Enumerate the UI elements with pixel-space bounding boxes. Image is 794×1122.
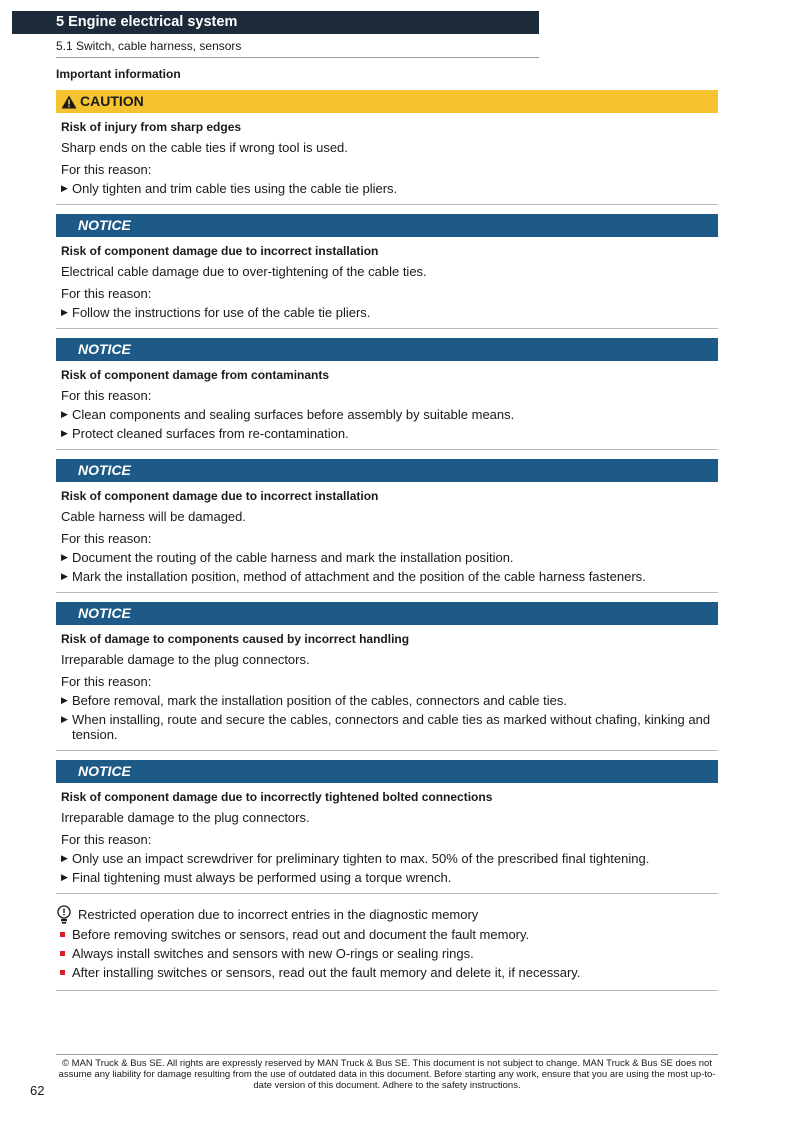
red-square-bullet-icon	[60, 932, 65, 937]
caution-reason: For this reason:	[61, 162, 152, 177]
caution-para: Sharp ends on the cable ties if wrong tool is used.	[61, 140, 348, 155]
notice-step	[56, 712, 718, 742]
triangle-bullet-icon: ▶	[61, 571, 68, 581]
notice-title: Risk of component damage from contaminants	[61, 368, 330, 382]
red-square-bullet-icon	[60, 970, 65, 975]
notice-para: Electrical cable damage due to over-tightening of the cable ties.	[61, 264, 427, 279]
notice-para: Irreparable damage to the plug connectors.	[61, 652, 310, 667]
notice-title: Risk of component damage due to incorrect installation	[61, 489, 379, 503]
triangle-bullet-icon: ▶	[61, 872, 68, 882]
notice-step	[56, 305, 718, 320]
notice-title: Risk of damage to components caused by incorrect handling	[61, 632, 410, 646]
item-text: Before removing switches or sensors, read out and document the fault memory.	[72, 927, 530, 942]
caution-label: CAUTION	[80, 93, 144, 109]
notice-reason: For this reason:	[61, 832, 152, 847]
caution-step	[56, 181, 718, 196]
caution-bar	[56, 90, 718, 113]
section-subheader: 5.1 Switch, cable harness, sensors	[56, 39, 539, 58]
notice-bar: NOTICE	[56, 214, 718, 237]
notice-bar: NOTICE	[56, 459, 718, 482]
page-number: 62	[30, 1083, 45, 1098]
item-text: Always install switches and sensors with new O-rings or sealing rings.	[72, 946, 474, 961]
notice-step	[56, 550, 718, 565]
notice-step	[56, 407, 718, 422]
step-text: Final tightening must always be performed using a torque wrench.	[72, 870, 452, 885]
red-square-bullet-icon	[60, 951, 65, 956]
step-text: Follow the instructions for use of the cable tie pliers.	[72, 305, 371, 320]
triangle-bullet-icon: ▶	[61, 552, 68, 562]
notice-step	[56, 851, 718, 866]
diagnostic-item	[56, 965, 718, 980]
notice-step	[56, 426, 718, 441]
caution-title: Risk of injury from sharp edges	[61, 120, 242, 134]
triangle-bullet-icon: ▶	[61, 428, 68, 438]
caution-block	[56, 90, 718, 205]
notice-step	[56, 693, 718, 708]
diagnostic-heading-row	[56, 905, 718, 925]
notice-block-4	[56, 602, 718, 751]
triangle-bullet-icon: ▶	[61, 714, 68, 724]
step-text: When installing, route and secure the cables, connectors and cable ties as marked without chafing, kinking and tension.	[72, 712, 711, 742]
notice-reason: For this reason:	[61, 388, 152, 403]
triangle-bullet-icon: ▶	[61, 409, 68, 419]
warning-triangle-icon	[61, 95, 77, 109]
footer-copyright: © MAN Truck & Bus SE. All rights are expressly reserved by MAN Truck & Bus SE. This document is not subject to change. MAN Truck & Bus SE does not assume any liability for damage resulting from the use of outdated data in this document. Before starting any work, ensure that you are using the most up-to-date version of this document. Adhere to the safety instructions.	[58, 1058, 716, 1091]
notice-bar: NOTICE	[56, 760, 718, 783]
notice-block-5	[56, 760, 718, 894]
triangle-bullet-icon: ▶	[61, 695, 68, 705]
diagnostic-item	[56, 927, 718, 942]
notice-reason: For this reason:	[61, 286, 152, 301]
notice-title: Risk of component damage due to incorrectly tightened bolted connections	[61, 790, 493, 804]
info-bulb-icon	[56, 905, 72, 925]
triangle-bullet-icon: ▶	[61, 853, 68, 863]
step-text: Only tighten and trim cable ties using the cable tie pliers.	[72, 181, 398, 196]
diagnostic-info-block	[56, 903, 718, 991]
notice-step	[56, 569, 718, 584]
step-text: Mark the installation position, method of attachment and the position of the cable harness fasteners.	[72, 569, 646, 584]
step-text: Only use an impact screwdriver for preliminary tighten to max. 50% of the prescribed final tightening.	[72, 851, 650, 866]
notice-bar: NOTICE	[56, 602, 718, 625]
notice-reason: For this reason:	[61, 674, 152, 689]
notice-step	[56, 870, 718, 885]
diagnostic-item	[56, 946, 718, 961]
notice-para: Cable harness will be damaged.	[61, 509, 246, 524]
notice-block-1	[56, 214, 718, 329]
notice-block-2	[56, 338, 718, 450]
triangle-bullet-icon: ▶	[61, 183, 68, 193]
notice-reason: For this reason:	[61, 531, 152, 546]
step-text: Before removal, mark the installation position of the cables, connectors and cable ties.	[72, 693, 567, 708]
notice-bar: NOTICE	[56, 338, 718, 361]
important-information-label: Important information	[56, 67, 181, 81]
chapter-header: 5 Engine electrical system	[12, 11, 539, 34]
item-text: After installing switches or sensors, read out the fault memory and delete it, if necessary.	[72, 965, 581, 980]
content-area	[56, 90, 718, 991]
notice-title: Risk of component damage due to incorrect installation	[61, 244, 379, 258]
triangle-bullet-icon: ▶	[61, 307, 68, 317]
diagnostic-heading: Restricted operation due to incorrect entries in the diagnostic memory	[78, 907, 479, 922]
step-text: Clean components and sealing surfaces before assembly by suitable means.	[72, 407, 515, 422]
step-text: Document the routing of the cable harness and mark the installation position.	[72, 550, 514, 565]
step-text: Protect cleaned surfaces from re-contamination.	[72, 426, 349, 441]
notice-para: Irreparable damage to the plug connectors.	[61, 810, 310, 825]
footer-divider	[56, 1054, 718, 1055]
notice-block-3	[56, 459, 718, 593]
